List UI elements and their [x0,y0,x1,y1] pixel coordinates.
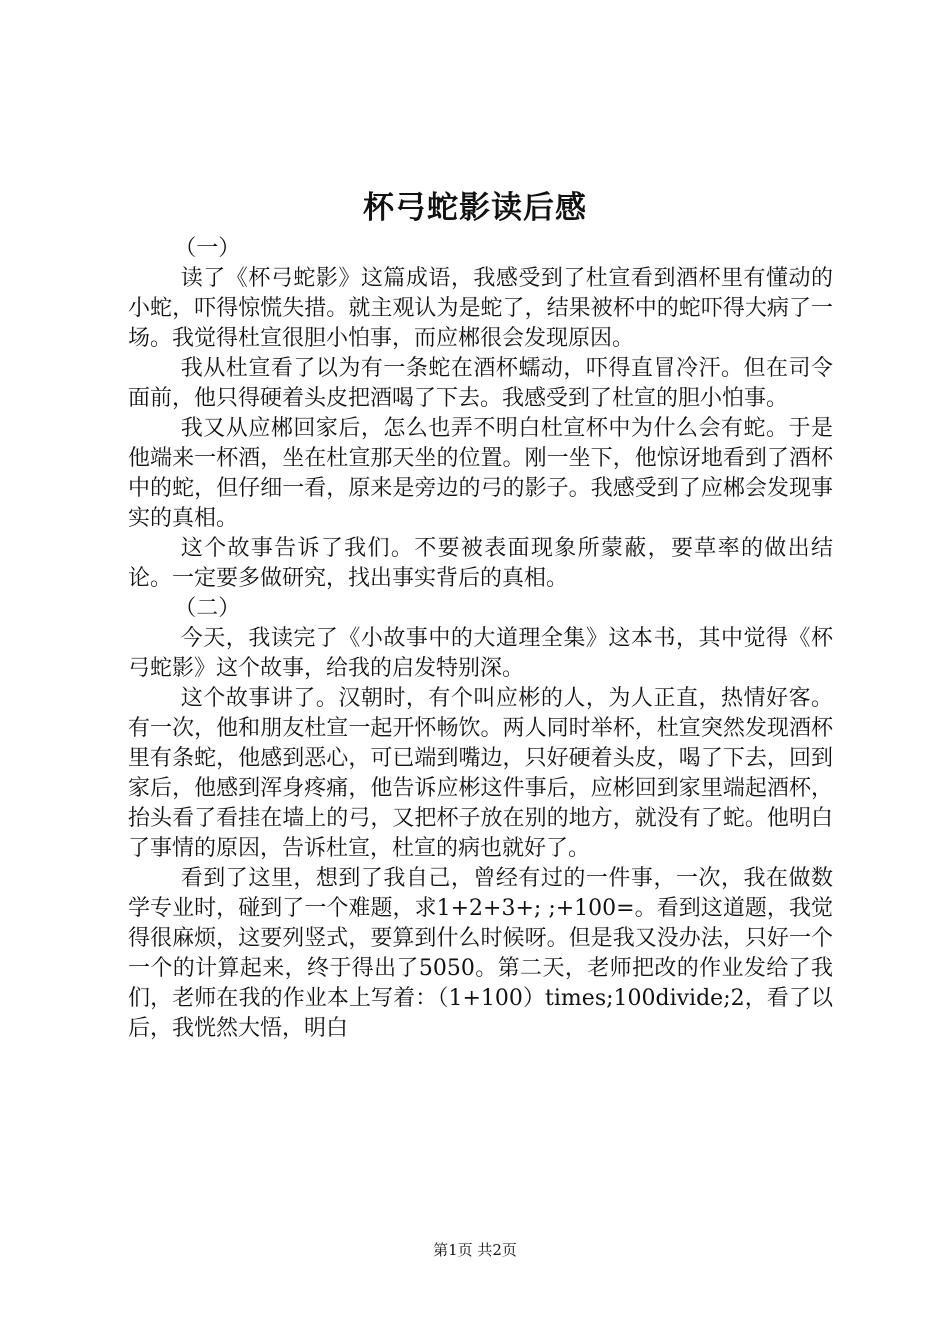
paragraph: 我又从应郴回家后，怎么也弄不明白杜宣杯中为什么会有蛇。于是他端来一杯酒，坐在杜宣那天坐的位置。刚一坐下，他惊讶地看到了酒杯中的蛇，但仔细一看，原来是旁边的弓的影子。我感受到了应郴会发现事实的真相。 [128,416,833,531]
section-heading-2: （二） [174,596,241,621]
paragraph: 看到了这里，想到了我自己，曾经有过的一件事，一次，我在做数学专业时，碰到了一个难题，求1+2+3+; ;+100=。看到这道题，我觉得很麻烦，这要列竖式，要算到什么时候呀。但是我又没办法，只好一个一个的计算起来，终于得出了5050。第二天，老师把改的作业发给了我们，老师在我的作业本上写着：（1+100）times;100divide;2，看了以后，我恍然大悟，明白 [128,866,833,1041]
document-title: 杯弓蛇影读后感 [363,190,587,226]
paragraph: 读了《杯弓蛇影》这篇成语，我感受到了杜宣看到酒杯里有懂动的小蛇，吓得惊慌失措。就主观认为是蛇了，结果被杯中的蛇吓得大病了一场。我觉得杜宣很胆小怕事，而应郴很会发现原因。 [128,266,833,351]
document-body [128,234,833,1044]
section-heading-1: （一） [174,236,241,261]
paragraph: 今天，我读完了《小故事中的大道理全集》这本书，其中觉得《杯弓蛇影》这个故事，给我的启发特别深。 [128,626,833,681]
paragraph: 这个故事告诉了我们。不要被表面现象所蒙蔽，要草率的做出结论。一定要多做研究，找出事实背后的真相。 [128,536,833,591]
paragraph: 我从杜宣看了以为有一条蛇在酒杯蠕动，吓得直冒冷汗。但在司令面前，他只得硬着头皮把酒喝了下去。我感受到了杜宣的胆小怕事。 [128,356,833,411]
page-number-footer: 第1页 共2页 [433,1241,517,1259]
paragraph: 这个故事讲了。汉朝时，有个叫应彬的人，为人正直，热情好客。有一次，他和朋友杜宣一起开怀畅饮。两人同时举杯，杜宣突然发现酒杯里有条蛇，他感到恶心，可已端到嘴边，只好硬着头皮，喝了下去，回到家后，他感到浑身疼痛，他告诉应彬这件事后，应彬回到家里端起酒杯，抬头看了看挂在墙上的弓，又把杯子放在别的地方，就没有了蛇。他明白了事情的原因，告诉杜宣，杜宣的病也就好了。 [128,686,833,861]
